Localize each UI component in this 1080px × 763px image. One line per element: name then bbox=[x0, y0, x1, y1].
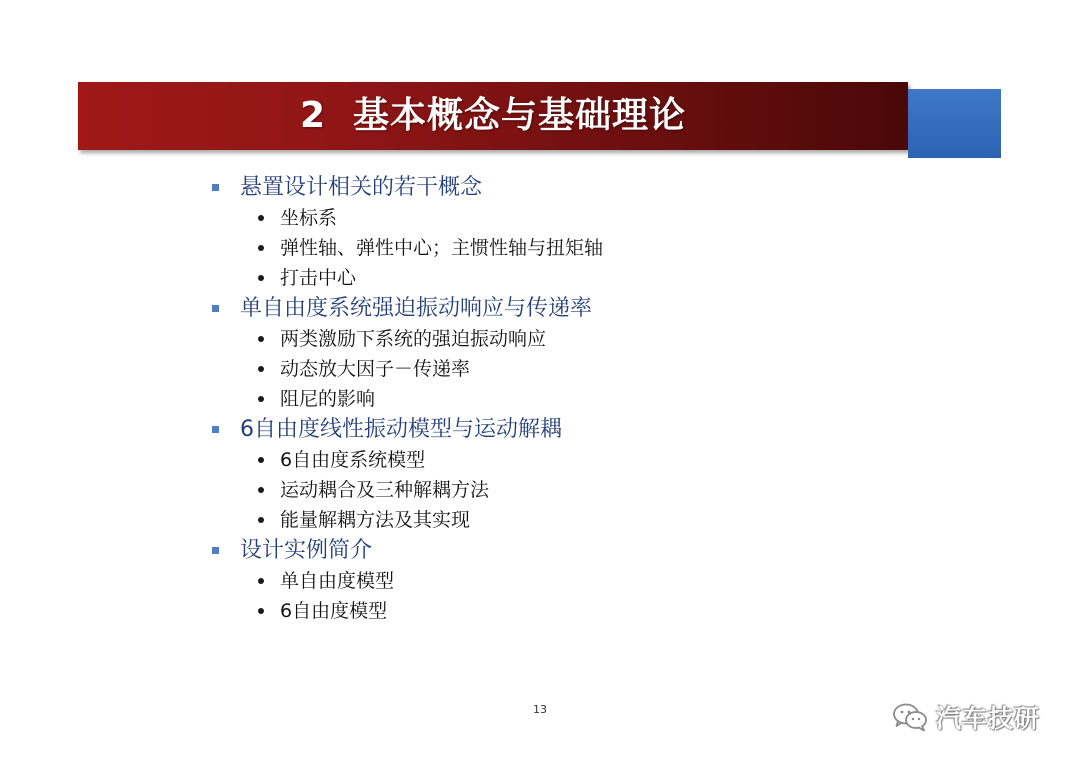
square-bullet-icon bbox=[212, 305, 219, 312]
outline-item bbox=[210, 475, 910, 505]
section-label: 6自由度线性振动模型与运动解耦 bbox=[240, 417, 562, 442]
watermark bbox=[892, 700, 1040, 734]
dot-bullet-icon bbox=[258, 366, 264, 372]
dot-bullet-icon bbox=[258, 608, 264, 614]
outline-item bbox=[210, 203, 910, 233]
outline-item bbox=[210, 445, 910, 475]
outline-item bbox=[210, 263, 910, 293]
section-label: 设计实例简介 bbox=[240, 538, 373, 563]
item-label: 打击中心 bbox=[280, 267, 357, 289]
item-label: 运动耦合及三种解耦方法 bbox=[280, 479, 490, 501]
dot-bullet-icon bbox=[258, 517, 264, 523]
outline-section bbox=[210, 293, 910, 324]
item-label: 6自由度模型 bbox=[280, 600, 388, 622]
page-number: 13 bbox=[533, 703, 547, 716]
item-label: 6自由度系统模型 bbox=[280, 449, 426, 471]
dot-bullet-icon bbox=[258, 457, 264, 463]
outline-list bbox=[210, 172, 910, 626]
outline-item bbox=[210, 354, 910, 384]
watermark-text: 汽车技研 bbox=[936, 704, 1041, 733]
item-label: 两类激励下系统的强迫振动响应 bbox=[280, 328, 547, 350]
square-bullet-icon bbox=[212, 426, 219, 433]
title-accent-block bbox=[908, 89, 1001, 158]
item-label: 能量解耦方法及其实现 bbox=[280, 509, 471, 531]
outline-item bbox=[210, 596, 910, 626]
dot-bullet-icon bbox=[258, 245, 264, 251]
outline-item bbox=[210, 566, 910, 596]
outline-item bbox=[210, 233, 910, 263]
square-bullet-icon bbox=[212, 184, 219, 191]
outline-section bbox=[210, 172, 910, 203]
square-bullet-icon bbox=[212, 547, 219, 554]
item-label: 单自由度模型 bbox=[280, 570, 395, 592]
dot-bullet-icon bbox=[258, 336, 264, 342]
dot-bullet-icon bbox=[258, 215, 264, 221]
item-label: 弹性轴、弹性中心；主惯性轴与扭矩轴 bbox=[280, 237, 604, 259]
slide-title: 2 基本概念与基础理论 bbox=[299, 95, 687, 136]
outline-item bbox=[210, 505, 910, 535]
outline-section bbox=[210, 414, 910, 445]
dot-bullet-icon bbox=[258, 578, 264, 584]
section-label: 单自由度系统强迫振动响应与传递率 bbox=[240, 296, 593, 321]
dot-bullet-icon bbox=[258, 275, 264, 281]
item-label: 坐标系 bbox=[280, 207, 338, 229]
item-label: 动态放大因子－传递率 bbox=[280, 358, 471, 380]
wechat-icon bbox=[892, 702, 928, 732]
dot-bullet-icon bbox=[258, 487, 264, 493]
outline-section bbox=[210, 535, 910, 566]
item-label: 阻尼的影响 bbox=[280, 388, 376, 410]
outline-item bbox=[210, 384, 910, 414]
section-label: 悬置设计相关的若干概念 bbox=[240, 175, 483, 200]
outline-item bbox=[210, 324, 910, 354]
dot-bullet-icon bbox=[258, 396, 264, 402]
